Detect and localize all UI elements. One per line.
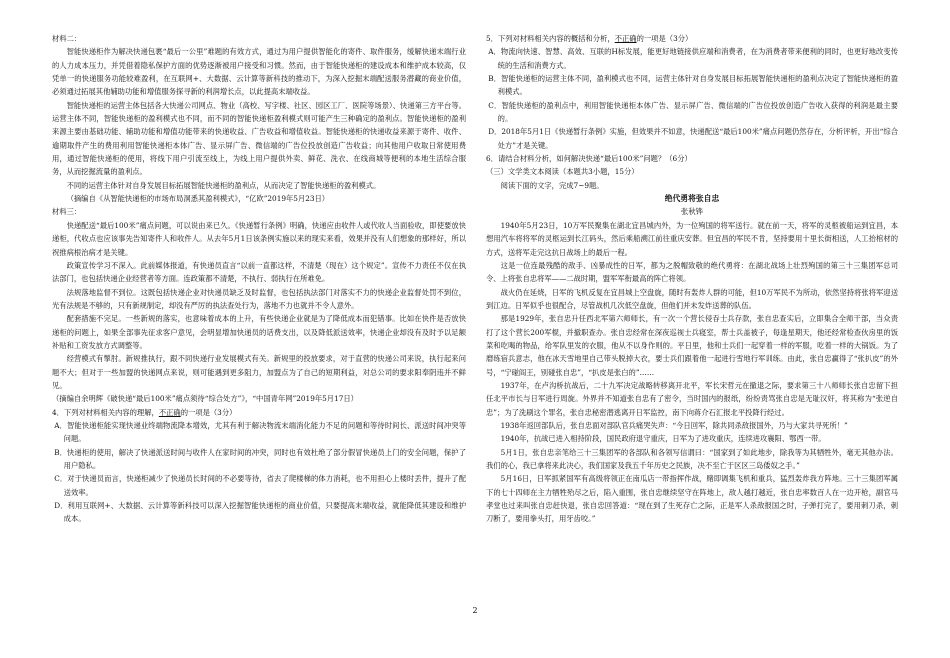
right-column [486, 32, 898, 526]
question-4-option-b: B．快递柜的使用，解决了快递派送时间与收件人在家时间的冲突，同时也有效杜绝了部分假冒快递员上门的安全问题，保护了用户隐私。 [54, 447, 466, 470]
article-paragraph: 1940年，抗战已进入相持阶段，国民政府退守重庆，日军为了进攻重庆，连续进攻襄阳、鄂西一带。 [500, 434, 826, 444]
article-title: 绝代勇将张自忠 [664, 194, 720, 204]
article-paragraph: 1937年，在卢沟桥抗战后，二十九军决定战略转移离开北平，军长宋哲元在撤退之际，要求第三十八师师长张自忠留下担任北平市长与日军进行周旋。外界并不知道张自忠有了密令，当时国内的报纸，纷纷责骂张自忠是无耻汉奸，将其称为“张逆自忠”；为了洗刷这个罪名，张自忠秘密潜逃离开日军监控，南下向蒋介石汇报北平投降行经过。 [486, 380, 898, 417]
question-4-option-a: A．智能快递柜能实现快递业终端物流降本增效，尤其有利于解决物流末端消化能力不足的问题和等待时间长、派送时间冲突等问题。 [54, 420, 466, 444]
material-3-paragraph: 经营模式有掣肘。新规推执行，跟不同快递行业发展模式有关。新规里的投放要求，对于直营的快递公司来说，执行起来问题不大；但对于一些加盟的快递网点来说，则可能遇到更多阻力，加盟点为了自己的短期利益，对总公司的要求阳奉阴违并不鲜见。 [52, 354, 466, 390]
section-3-heading: （三）文学类文本阅读（本题共3小题，15分） [486, 167, 639, 177]
article-paragraph: 5月16日，日军抓紧国军有高级将领正在南瓜店一带指挥作战，赌即调集飞机和重兵，猛烈轰炸我方阵地。三十三集团军属下的七十四师在主力牺牲殆尽之后，陷入重围，张自忠继续坚守在阵地上，敌人越打越近，张自忠率数百人在一边开枪，副官马孝堂也过来叫张自忠赶快退，张自忠回答道：“现在到了生死存亡之际，正是军人杀敌报国之时，子弹打完了，要用刺刀杀，刺刀断了，要用拳头打，用牙齿咬。” [486, 474, 898, 524]
question-4-option-d: D．利用互联网+、大数据、云计算等新科技可以深入挖掘智能快递柜的商业价值，只要提高末端收益，就能降低其建设和维护成本。 [54, 501, 466, 524]
material-3-paragraph: 快递配送“最后100米”痛点问题，可以说由来已久。《快递暂行条例》明确，快递应由收件人或代收人当面验收，即使要放快递柜，代收点也应该事先告知寄件人和收件人。从去年5月1日该条例实施以来的现实来看，效果并没有人们想象的那样好，所以祝推病根治病才是关键。 [52, 220, 466, 257]
question-4-option-c: C．对于快递员而言，快递柜减少了快递员长时间的不必要等待，省去了爬楼梯的体力消耗，也不用担心上楼时丢件，提升了配送效率。 [54, 474, 466, 497]
question-5-option-c: C．智能快递柜的盈利点中，利用智能快递柜本体广告、显示屏广告、微信端的广告位投放创造广告收入获得的利润是最主要的。 [488, 100, 898, 124]
material-3-paragraph: 法规落地监督不到位。这既包括快递企业对快递员缺乏及时监督，也包括执法部门对落实不力的快递企业监督处罚不到位，光有法规是不够的，只有新规制定，却没有严厉的执法查处行为，落地不力也就并不令人意外。 [52, 287, 466, 310]
material-3-heading: 材料三： [52, 207, 82, 217]
page-number: 2 [472, 606, 478, 615]
question-4-stem: 4．下列对材料相关内容的理解，不正确的一项是（3分） [52, 407, 237, 417]
material-3-source: （摘编自余明辉《破快递“最后100米”痛点须待“综合处方”》，“中国青年网”2019年5月17日） [52, 394, 358, 404]
material-3-paragraph: 政策宣传学习不深入。此前媒体报道，有快递员直言“以前一直都这样，不清楚（现在）这个规定”。宣传不力责任不仅在执法部门，也包括快递企业经营者等方面。连政策都不清楚，不执行、弱执行在所难免。 [52, 260, 466, 284]
article-paragraph: 1938年返回部队后，张自忠面对部队官兵痛哭失声：“今日回军，除共同杀敌报国外，乃与大家共寻死所！” [500, 420, 848, 430]
article-paragraph: 这是一位连最残酷的敌手、凶暴成性的日军，都为之脱帽致敬的绝代勇将：在湖北战场上壮烈殉国的第三十三集团军总司令、上将张自忠将军——二战时期，盟军军衔最高的阵亡将领。 [486, 260, 898, 284]
question-6: 6．请结合材料分析，如何解决快递“最后100米”问题？（6分） [486, 154, 692, 164]
article-paragraph: 战火仍在延烧，日军的飞机反复在宜昌城上空盘旋，随时有轰炸人群的可能，但10万军民不为所动，依然坚持将张将军迎送到江边。日军似乎也很配合，尽管战机几次低空盘旋，但他们并未发炸送葬的队伍。 [486, 287, 898, 310]
material-2-source: （摘编自《从智能快递柜的市场布局洞悉其盈利模式》，“亿欧”2019年5月23日） [66, 194, 330, 204]
left-column [52, 32, 466, 526]
article-author: 张秋铧 [681, 207, 703, 217]
material-2-paragraph: 智能快递柜的运营主体包括各大快递公司网点、物业（高校、写字楼、社区、园区工厂、医院等场景）、快递第三方平台等。运营主体不同，智能快递柜的盈利模式也不同，而不同的智能快递柜盈利模式则可能产生三种确定的盈利点。智能快递柜的盈利来源主要由基础功能、辅助功能和增值功能带来的快递收益、广告收益和增值收益。智能快递柜的快递收益来源于寄件、收件、逾期取件产生的费用利用智能快递柜本体广告、显示屏广告、微信端的广告位投放创造广告收益；向其他用户收取日常使用费用，通过智能快递柜的使用，将线下用户引流至线上，为线上用户提供外卖、鲜花、洗衣、在线商城等便利的本地生活综合服务，从而挖掘流量的盈利点。 [52, 100, 466, 177]
section-3-instruction: 阅读下面的文字，完成7~9题。 [500, 180, 604, 190]
article-paragraph: 5月1日，张自忠亲笔给三十三集团军的各部队和各领写信谓曰：“国家到了如此地步，除我等为其牺牲外，毫无其他办法。我们的心，我已拿将来此决心，我们国家及我五千年历史之民族，决不至亡于区区三岛倭奴之手。” [486, 447, 898, 470]
material-2-heading: 材料二： [52, 34, 82, 43]
material-2-paragraph: 智能快递柜作为解决快递包裹“最后一公里”难题的有效方式，通过为用户提供智能化的寄件、取件服务，缓解快递末端行业的人力成本压力，并凭借着隐私保护方面的优势逐渐被用户接受和习惯。然而，由于智能快递柜的建设成本和维护成本较高，仅凭单一的快递服务功能较难盈利，在互联网+、大数据、云计算等新科技的推动下，为深入挖掘末端配送服务潜藏的商业价值，必须通过拓展其他辅助功能和增值服务探寻新的利润增长点，以此提高末端收益。 [52, 47, 466, 97]
question-5-stem: 5．下列对材料相关内容的概括和分析，不正确的一项是（3分） [486, 34, 693, 43]
question-5-option-d: D．2018年5月1日《快递暂行条例》实施，但效果并不如意，快递配送“最后100米”痛点问题仍然存在，分析评析，开出“综合处方”才是关键。 [488, 127, 898, 150]
material-2-paragraph: 不同的运营主体针对自身发展目标拓展智能快递柜的盈利点，从而决定了智能快递柜的盈利模式。 [66, 180, 381, 190]
article-paragraph: 1940年5月23日，10万军民聚集在湖北宜昌城内外，为一位殉国的将军送行。就在前一天，将军的灵柩被船运到宜昌，本想用汽车将将军的灵柩运到长江码头，然后乘船溯江前往重庆安葬。但宜昌的军民不肯，坚持要用十里长街相送，人工抬棺材的方式，送将军走完这抗日战场上的最后一程。 [486, 220, 898, 257]
material-3-paragraph: 配套措施不完足。一些新规的落实，也意味着成本的上升，有些快递企业就是为了降低成本而犯错事。比如在快件是否放快递柜的问题上，如果全部事先征求客户意见，会明显增加快递员的话费支出，以及降低派送效率，快递企业却没有及时予以足额补贴和工资发放方式调整等。 [52, 314, 466, 350]
article-paragraph: 那是1929年，张自忠升任西北军第六师师长，有一次一个营长侵吞士兵存款，张自忠查实后，立即集合全师干部，当众责打了这个营长200军棍，并撤职查办。张自忠经常在深夜巡视士兵寝室，帮士兵盖被子，每逢星期天，他还经常检查伙房里的饭菜和吃喝的物品，给军队里发的衣服，他从不以身作则的。平日里，他和士兵们一起穿着一样的军服，吃着一样的大锅饭。为了磨练宿兵意志，他在冰天雪地里自己带头脱掉大衣，要士兵们跟着他一起进行雪地行军训练。由此，张自忠赢得了“张扒皮”的外号，“宁碰阎王，别碰张自忠”，“扒皮是张白的”…… [486, 314, 898, 377]
question-5-option-b: B．智能快递柜的运营主体不同，盈利模式也不同，运营主体针对自身发展目标拓展智能快递柜的盈利点决定了智能快递柜的盈利模式。 [488, 74, 898, 97]
question-5-option-a: A．物流向快速、智慧、高效、互联的H标发展，能更好地链接供应端和消费者，在为消费者带来便利的同时，也更好地改变传统的生活和消费方式。 [488, 47, 898, 70]
